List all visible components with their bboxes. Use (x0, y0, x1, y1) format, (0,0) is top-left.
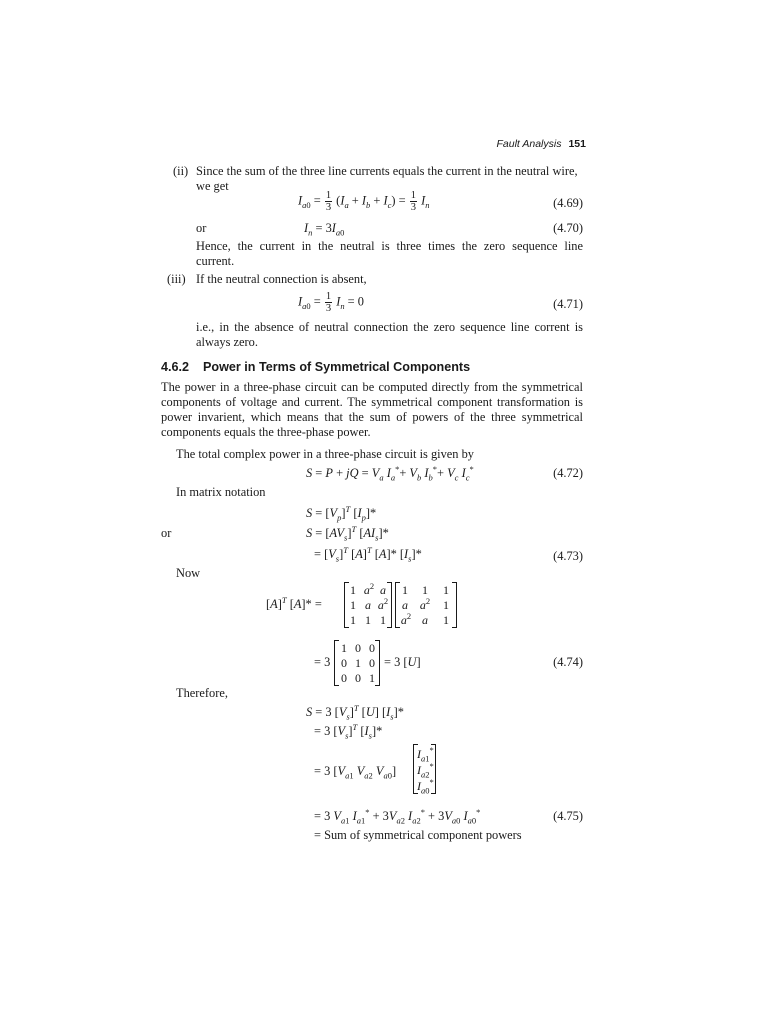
equation-number-4-71: (4.71) (553, 297, 583, 311)
equation-4-74-lhs: = 3 (314, 655, 331, 669)
running-title: Fault Analysis (496, 138, 562, 150)
equation-number-4-70: (4.70) (553, 221, 583, 235)
equation-power-matrix: $S = [V_p]^T$ $[I_p]*$ (306, 503, 377, 523)
equation-number-4-75: (4.75) (553, 809, 583, 823)
equation-power-row-vector: = 3 [$V_{a1}$ $V_{a2}$ $V_{a0}$] (314, 764, 397, 781)
equation-a-product-lhs: $[A]^T$ [A]* = (266, 594, 322, 611)
equation-power-reduced: = 3 $[V_s]^T$ $[I_s]*$ (314, 721, 383, 741)
final-line: = Sum of symmetrical component powers (314, 828, 522, 842)
page-number: 151 (568, 138, 586, 150)
item-iii-marker: (iii) (167, 272, 186, 286)
equation-4-70: $I_n = 3I_{a0}$ (304, 221, 345, 238)
item-ii-marker: (ii) (173, 164, 189, 178)
equation-number-4-72: (4.72) (553, 466, 583, 480)
therefore-label: Therefore, (176, 686, 228, 700)
matrix-a-conjugate: 1 1 1 a $a^2$ 1 $a^2$ a 1 (395, 582, 457, 628)
equation-power-symmetrical: $S = [AV_s]^T$ $[AI_s]*$ (306, 523, 389, 543)
section-paragraph-1: The power in a three-phase circuit can be computed directly from the symmetrical components of voltage and current. The symmetrical component transformation is power invarient, which means that the sum of powers of the three symmetrical components equals the three-phase power. (161, 380, 583, 439)
section-title: Power in Terms of Symmetrical Components (203, 360, 471, 374)
section-number: 4.6.2 (161, 360, 190, 374)
section-paragraph-2: The total complex power in a three-phase circuit is given by (176, 447, 474, 461)
item-ii-hence: Hence, the current in the neutral is three times the zero sequence line current. (196, 239, 583, 268)
now-label: Now (176, 566, 201, 580)
or-label-2: or (161, 526, 172, 540)
equation-number-4-69: (4.69) (553, 196, 583, 210)
item-ii-line2: we get (196, 179, 229, 193)
equation-4-73: = $[V_s]^T$ $[A]^T$ [A]* $[I_s]*$ (314, 544, 422, 564)
matrix-current-column: $I_{a1}^*$ $I_{a2}^*$ $I_{a0}^*$ (413, 744, 436, 794)
section-heading (161, 360, 470, 374)
or-label-1: or (196, 221, 207, 235)
equation-4-71: $I_{a0}$ = $\frac{1}{3}$ $I_n = 0$ (298, 291, 364, 314)
item-iii-conclusion: i.e., in the absence of neutral connection the zero sequence line corrent is always zero. (196, 320, 583, 349)
matrix-a-transpose: 1 $a^2$ a 1 a $a^2$ 1 1 1 (344, 582, 392, 628)
equation-4-72: S = P + jQ = $V_a$ $I_a^*+ V_b$ $I_b^*+ V_c$ $I_c^*$ (306, 463, 474, 483)
equation-4-75: = 3 $V_{a1}$ $I_{a1}^* + 3V_{a2}$ $I_{a2}^* + 3V_{a0}$ $I_{a0}^*$ (314, 806, 481, 826)
equation-power-unit: S = 3 $[V_s]^T$ [U] $[I_s]*$ (306, 702, 404, 722)
item-ii-line1: Since the sum of the three line currents equals the current in the neutral wire, (196, 164, 578, 178)
item-iii-line1: If the neutral connection is absent, (196, 272, 367, 286)
equation-number-4-74: (4.74) (553, 655, 583, 669)
equation-4-69: $I_{a0}$ = $\frac{1}{3}$ $(I_a + I_b + I_c)$ = $\frac{1}{3}$ $I_n$ (298, 190, 430, 213)
matrix-identity: 1 0 0 0 1 0 0 0 1 (334, 640, 380, 686)
running-header (0, 138, 586, 150)
equation-number-4-73: (4.73) (553, 549, 583, 563)
matrix-notation-label: In matrix notation (176, 485, 266, 499)
equation-4-74-rhs: = 3 [U] (384, 655, 421, 669)
